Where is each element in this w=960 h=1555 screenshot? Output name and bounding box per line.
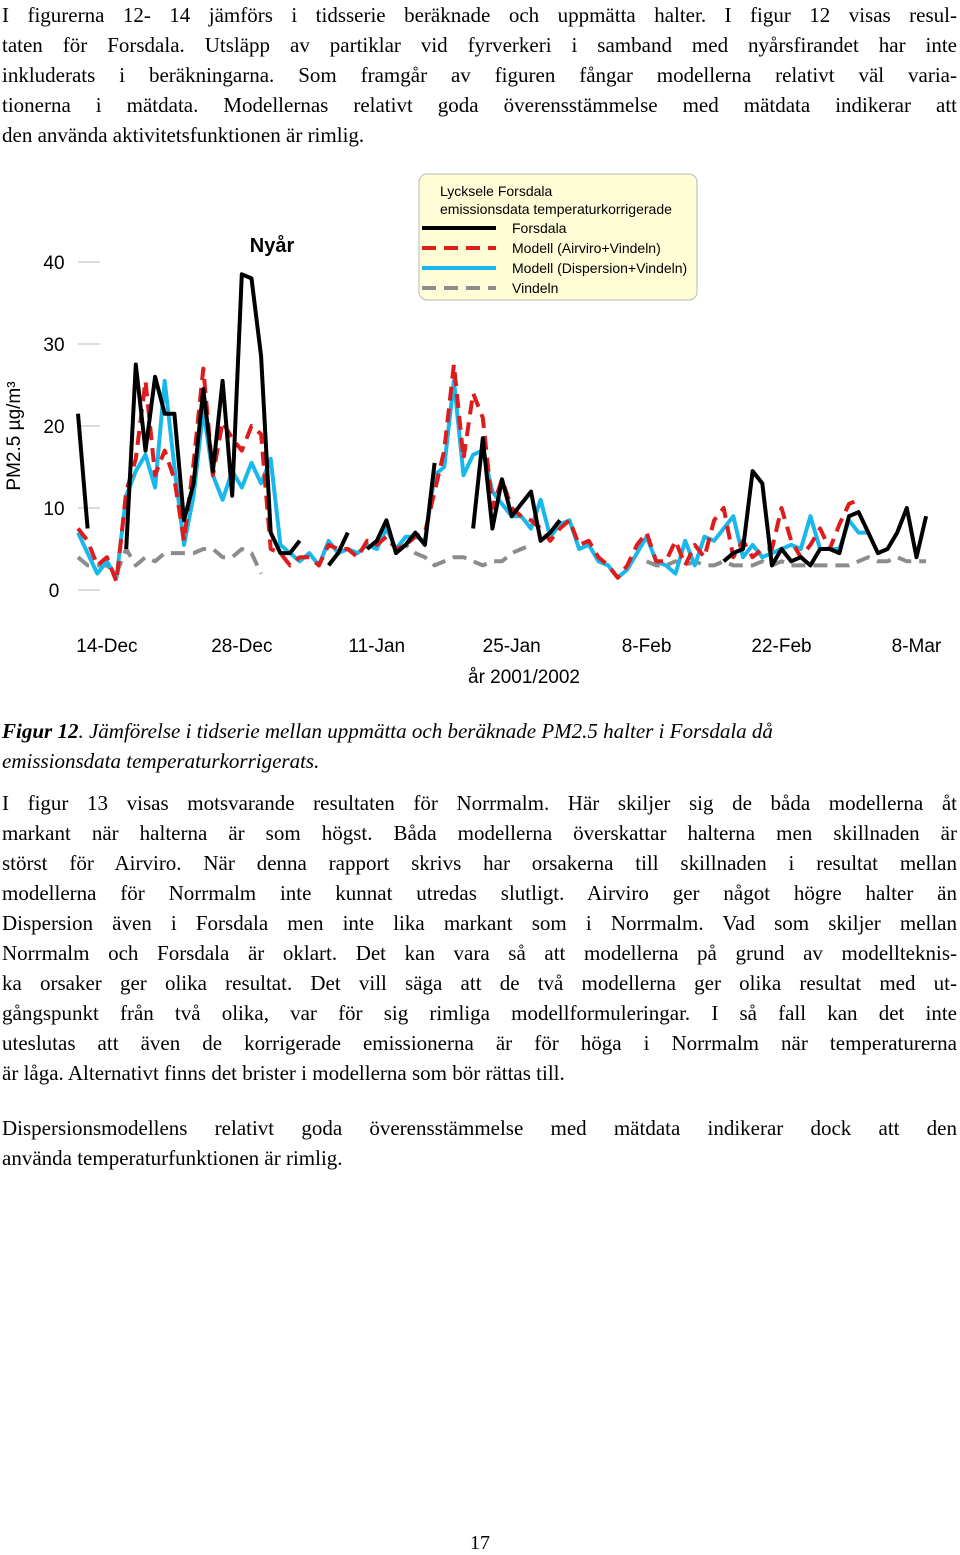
x-tick-label: 25-Jan xyxy=(482,636,541,657)
text-line: ka orsaker ger olika resultat. Det vill säga att de två modellerna ger olika resultat med ut- xyxy=(2,971,957,995)
series-line-forsdala xyxy=(367,463,435,553)
text-line: Dispersionsmodellens relativt goda överensstämmelse med mätdata indikerar dock att den xyxy=(2,1116,957,1140)
series-layer xyxy=(78,274,926,582)
legend-entry-label: Modell (Airviro+Vindeln) xyxy=(512,240,661,256)
legend-entry-label: Forsdala xyxy=(512,220,567,236)
caption-label: Figur 12 xyxy=(2,719,79,743)
y-tick-label: 30 xyxy=(43,335,65,356)
annotation-nyar: Nyår xyxy=(249,235,295,257)
body-paragraph-dispersion xyxy=(2,1113,957,1173)
series-line-vindeln xyxy=(396,545,531,566)
legend-entry-label: Modell (Dispersion+Vindeln) xyxy=(512,260,688,276)
pm25-timeseries-chart xyxy=(0,168,960,698)
x-tick-label: 8-Feb xyxy=(621,636,672,657)
text-line: är låga. Alternativt finns det brister i modellerna som bör rättas till. xyxy=(2,1061,565,1085)
text-line: I figurerna 12- 14 jämförs i tidsserie beräknade och uppmätta halter. I figur 12 visas resul- xyxy=(2,3,957,27)
caption-text: . Jämförelse i tidserie mellan uppmätta och beräknade PM2.5 halter i Forsdala då xyxy=(78,719,773,743)
series-line-forsdala xyxy=(126,274,300,553)
legend-title: emissionsdata temperaturkorrigerade xyxy=(440,201,672,217)
legend-title: Lycksele Forsdala xyxy=(440,183,553,199)
figure-caption xyxy=(2,716,957,776)
text-line: I figur 13 visas motsvarande resultaten för Norrmalm. Här skiljer sig de båda modellerna åt xyxy=(2,791,957,815)
series-line-forsdala xyxy=(78,414,88,529)
intro-paragraph xyxy=(2,0,957,150)
axes xyxy=(4,234,942,688)
text-line: den använda aktivitetsfunktionen är rimlig. xyxy=(2,123,365,147)
text-line: inkluderats i beräkningarna. Som framgår av figuren fångar modellerna relativt väl varia- xyxy=(2,63,957,87)
body-paragraph-norrmalm xyxy=(2,788,957,1088)
y-tick-label: 0 xyxy=(48,581,60,602)
text-line: uteslutas att även de korrigerade emissionerna är för höga i Norrmalm när temperaturerna xyxy=(2,1031,957,1055)
text-line: markant när halterna är som högst. Båda modellerna överskattar halterna men skillnaden är xyxy=(2,821,957,845)
x-tick-label: 14-Dec xyxy=(76,636,138,657)
text-line: störst för Airviro. När denna rapport skrivs har orsakerna till skillnaden i resultat mellan xyxy=(2,851,957,875)
x-tick-label: 11-Jan xyxy=(348,636,406,657)
y-tick-label: 20 xyxy=(43,417,65,438)
series-line-forsdala xyxy=(724,471,926,565)
x-tick-label: 22-Feb xyxy=(751,636,812,657)
x-axis-label: år 2001/2002 xyxy=(468,667,580,688)
page-number: 17 xyxy=(470,1532,490,1554)
text-line: Dispersion även i Forsdala men inte lika markant som i Norrmalm. Vad som skiljer mellan xyxy=(2,911,957,935)
x-tick-label: 8-Mar xyxy=(891,636,942,657)
y-axis-label: PM2.5 µg/m³ xyxy=(4,381,25,491)
text-line: Norrmalm och Forsdala är oklart. Det kan vara så att modellerna på grund av modellteknis- xyxy=(2,941,957,965)
text-line: tionerna i mätdata. Modellernas relativt goda överensstämmelse med mätdata indikerar att xyxy=(2,93,957,117)
y-tick-label: 40 xyxy=(43,253,65,274)
text-line: gångspunkt från två olika, var för sig rimliga modellformuleringar. I så fall kan det inte xyxy=(2,1001,957,1025)
legend-entry-label: Vindeln xyxy=(512,280,559,296)
text-line: använda temperaturfunktionen är rimlig. xyxy=(2,1146,343,1170)
text-line: taten för Forsdala. Utsläpp av partiklar vid fyrverkeri i samband med nyårsfirandet har inte xyxy=(2,33,957,57)
caption-text-2: emissionsdata temperaturkorrigerats. xyxy=(2,749,320,773)
text-line: modellerna för Norrmalm inte kunnat utredas slutligt. Airviro ger något högre halter än xyxy=(2,881,957,905)
legend xyxy=(419,174,697,300)
y-tick-label: 10 xyxy=(43,499,65,520)
x-tick-label: 28-Dec xyxy=(211,636,273,657)
